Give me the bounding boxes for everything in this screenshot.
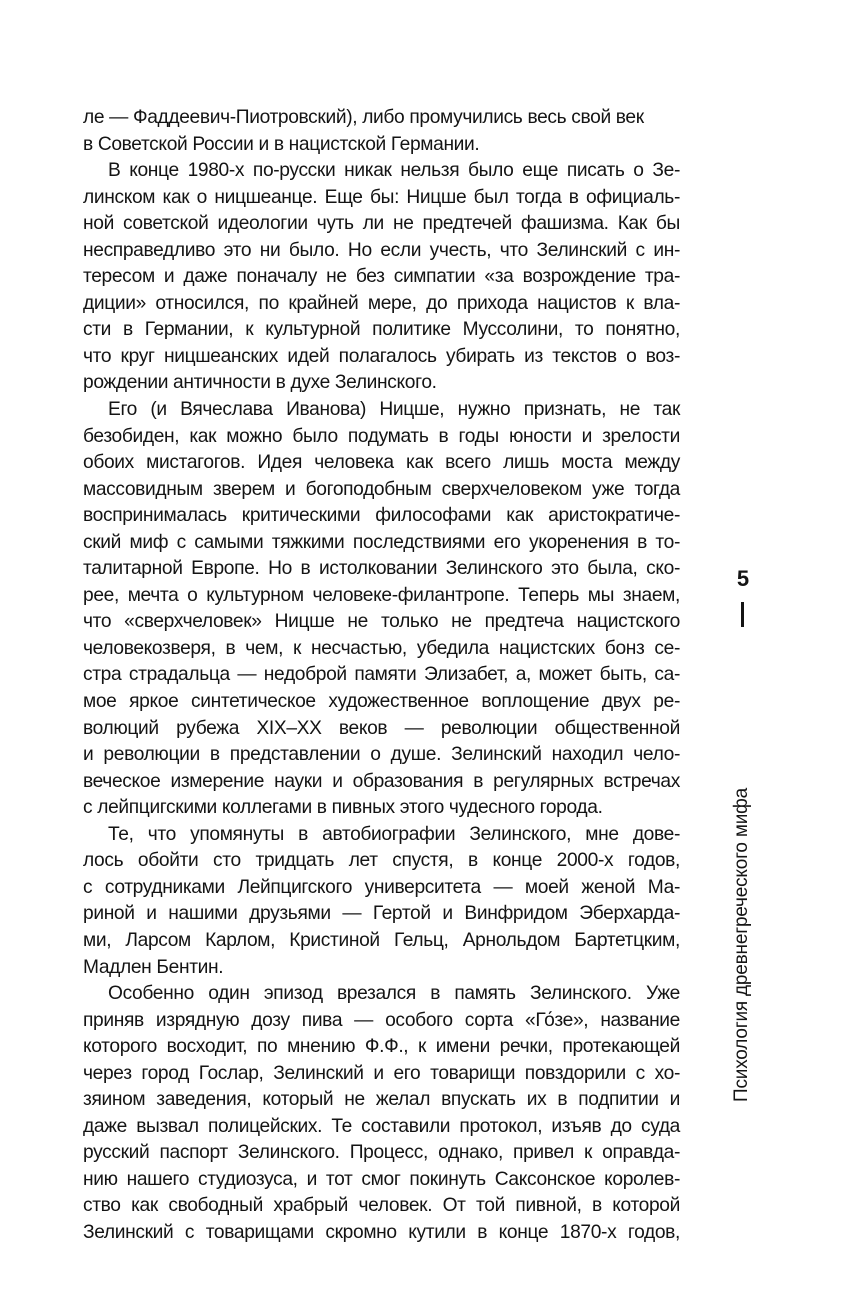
body-text — [83, 105, 680, 1247]
text-line: ский миф с самыми тяжкими последствиями его укоренения в то- — [83, 531, 680, 553]
text-line: нию нашего студиозуса, и тот смог покинуть Саксонское королев- — [83, 1168, 680, 1190]
text-line: приняв изрядную дозу пива — особого сорта «Го́зе», название — [83, 1009, 680, 1031]
text-line: тересом и даже поначалу не без симпатии «за возрождение тра- — [83, 266, 680, 288]
text-line: безобиден, как можно было подумать в годы юности и зрелости — [83, 425, 680, 447]
text-line: через город Гослар, Зелинский и его товарищи повздорили с хо- — [83, 1062, 680, 1084]
text-line: мое яркое синтетическое художественное воплощение двух ре- — [83, 691, 680, 713]
text-line: волюций рубежа XIX–XX веков — революции общественной — [83, 717, 680, 739]
text-line: что «сверхчеловек» Ницше не только не предтеча нацистского — [83, 611, 680, 633]
text-line: веческое измерение науки и образования в регулярных встречах — [83, 770, 680, 792]
text-line: несправедливо это ни было. Но если учесть, что Зелинский с ин- — [83, 239, 680, 261]
text-line: талитарной Европе. Но в истолковании Зелинского это была, ско- — [83, 558, 680, 580]
text-line: воспринималась критическими философами как аристократиче- — [83, 505, 680, 527]
text-line: Те, что упомянуты в автобиографии Зелинского, мне дове- — [108, 823, 680, 845]
text-line: ле — Фаддеевич-Пиотровский), либо промучились весь свой век — [83, 107, 644, 128]
text-line: риной и нашими друзьями — Гертой и Винфридом Эберхарда- — [83, 903, 680, 925]
text-line: ство как свободный храбрый человек. От той пивной, в которой — [83, 1195, 680, 1217]
text-line: человекозверя, в чем, к несчастью, убедила нацистских бонз се- — [83, 637, 680, 659]
text-line: Зелинский с товарищами скромно кутили в конце 1870-х годов, — [83, 1221, 680, 1243]
running-title: Психология древнегреческого мифа — [731, 788, 752, 1102]
text-line: Особенно один эпизод врезался в память Зелинского. Уже — [108, 983, 680, 1005]
text-line: в Советской России и в нацистской Германии. — [83, 133, 480, 155]
text-line: что круг ницшеанских идей полагалось убирать из текстов о воз- — [83, 345, 680, 367]
text-line: даже вызвал полицейских. Те составили протокол, изъяв до суда — [83, 1115, 680, 1137]
text-line: Его (и Вячеслава Иванова) Ницше, нужно признать, не так — [108, 399, 680, 421]
side-divider — [741, 602, 744, 627]
text-line: русский паспорт Зелинского. Процесс, однако, привел к оправда- — [83, 1142, 680, 1164]
text-line: с сотрудниками Лейпцигского университета — моей женой Ма- — [83, 876, 680, 898]
text-line: ной советской идеологии чуть ли не предтечей фашизма. Как бы — [83, 213, 680, 235]
text-line: Мадлен Бентин. — [83, 956, 224, 978]
text-line: сти в Германии, к культурной политике Муссолини, то понятно, — [83, 319, 680, 341]
text-line: рождении античности в духе Зелинского. — [83, 372, 437, 394]
text-line: лось обойти сто тридцать лет спустя, в конце 2000-х годов, — [83, 850, 680, 872]
text-line: В конце 1980-х по-русски никак нельзя было еще писать о Зе- — [108, 160, 680, 182]
text-line: стра страдальца — недоброй памяти Элизабет, а, может быть, са- — [83, 664, 680, 686]
text-line: которого восходит, по мнению Ф.Ф., к имени речки, протекающей — [83, 1036, 680, 1058]
text-line: ми, Ларсом Карлом, Кристиной Гельц, Арнольдом Бартетцким, — [83, 929, 680, 951]
text-line: рее, мечта о культурном человеке-филантропе. Теперь мы знаем, — [83, 584, 680, 606]
text-line: и революции в представлении о душе. Зелинский находил чело- — [83, 744, 680, 766]
text-line: с лейпцигскими коллегами в пивных этого чудесного города. — [83, 797, 603, 819]
text-line: линском как о ницшеанце. Еще бы: Ницше был тогда в официаль- — [83, 186, 680, 208]
text-line: массовидным зверем и богоподобным сверхчеловеком уже тогда — [83, 478, 680, 500]
text-line: обоих мистагогов. Идея человека как всего лишь моста между — [83, 452, 680, 474]
text-line: зяином заведения, который не желал впускать их в подпитии и — [83, 1089, 680, 1111]
text-line: диции» относился, по крайней мере, до прихода нацистов к вла- — [83, 292, 680, 314]
page-number: 5 — [736, 566, 750, 591]
